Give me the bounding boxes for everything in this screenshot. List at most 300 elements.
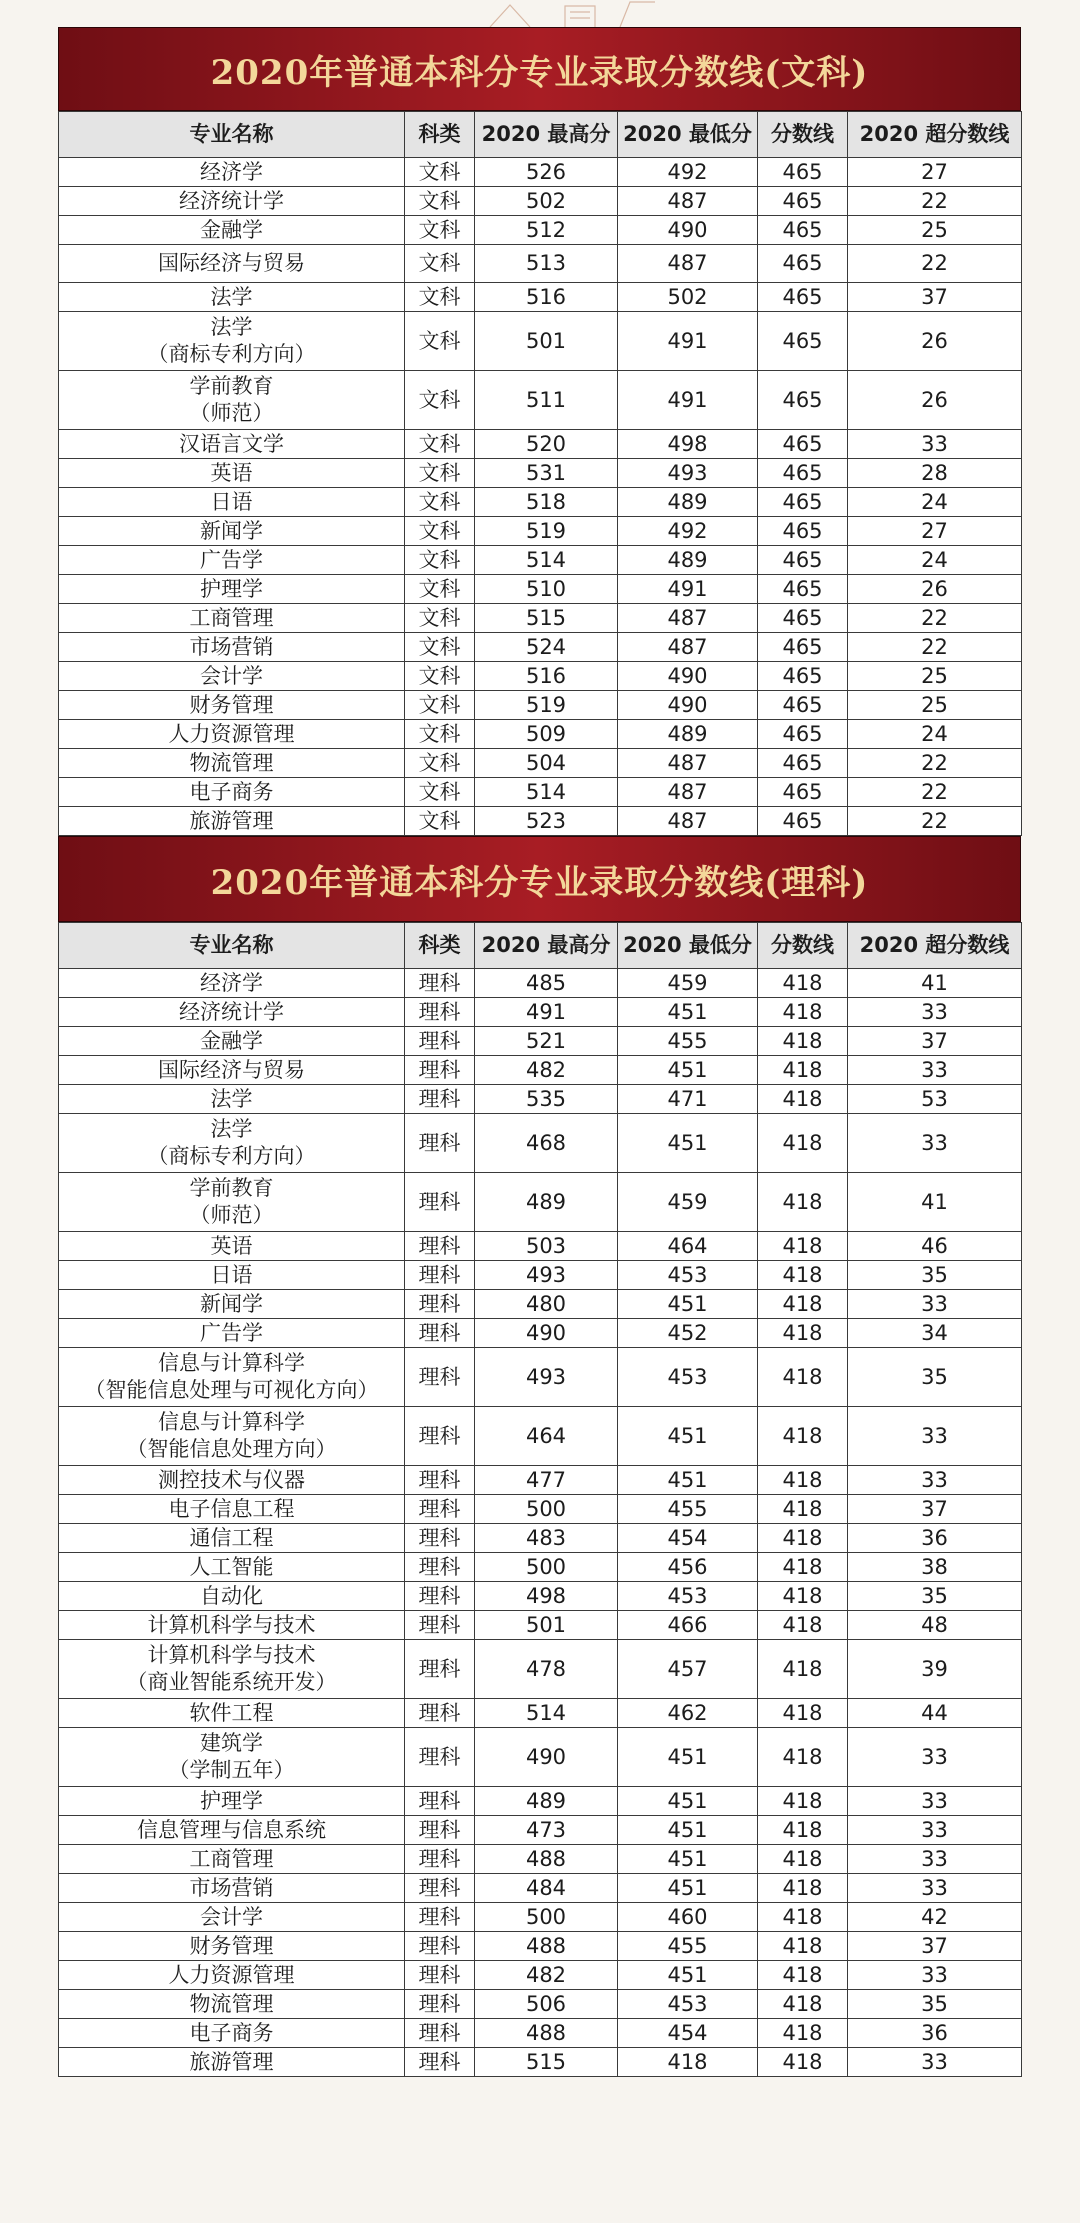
cell-max-score: 516 xyxy=(475,283,618,312)
major-name: 学前教育 xyxy=(189,374,274,398)
major-name: 人力资源管理 xyxy=(168,721,295,746)
cell-type: 文科 xyxy=(405,245,475,283)
table-row xyxy=(59,1027,1022,1056)
cell-score-line: 418 xyxy=(758,1932,848,1961)
cell-type: 理科 xyxy=(405,998,475,1027)
major-direction: （学制五年） xyxy=(168,1758,295,1782)
cell-major xyxy=(59,488,405,517)
cell-major xyxy=(59,1699,405,1728)
cell-type: 理科 xyxy=(405,1348,475,1407)
cell-min-score: 462 xyxy=(618,1699,758,1728)
table-row xyxy=(59,245,1022,283)
col-header-over: 2020 超分数线 xyxy=(848,112,1022,158)
cell-major xyxy=(59,1466,405,1495)
table-row xyxy=(59,1582,1022,1611)
cell-over-score: 33 xyxy=(848,998,1022,1027)
cell-over-score: 22 xyxy=(848,807,1022,836)
cell-major xyxy=(59,1553,405,1582)
major-name: 信息管理与信息系统 xyxy=(137,1817,326,1842)
cell-major xyxy=(59,1261,405,1290)
cell-over-score: 33 xyxy=(848,1407,1022,1466)
cell-min-score: 456 xyxy=(618,1553,758,1582)
cell-max-score: 510 xyxy=(475,575,618,604)
cell-over-score: 33 xyxy=(848,430,1022,459)
cell-type: 理科 xyxy=(405,1319,475,1348)
cell-min-score: 471 xyxy=(618,1085,758,1114)
cell-score-line: 418 xyxy=(758,1961,848,1990)
cell-score-line: 418 xyxy=(758,1699,848,1728)
cell-major xyxy=(59,517,405,546)
cell-min-score: 493 xyxy=(618,459,758,488)
cell-major xyxy=(59,216,405,245)
cell-score-line: 418 xyxy=(758,1787,848,1816)
cell-type: 文科 xyxy=(405,312,475,371)
table-row xyxy=(59,749,1022,778)
cell-major xyxy=(59,1787,405,1816)
table-row xyxy=(59,1056,1022,1085)
cell-type: 理科 xyxy=(405,1261,475,1290)
cell-min-score: 453 xyxy=(618,1582,758,1611)
major-name: 测控技术与仪器 xyxy=(158,1467,305,1492)
cell-max-score: 515 xyxy=(475,604,618,633)
cell-score-line: 465 xyxy=(758,245,848,283)
table-row xyxy=(59,1261,1022,1290)
cell-min-score: 492 xyxy=(618,158,758,187)
cell-max-score: 515 xyxy=(475,2048,618,2077)
cell-major xyxy=(59,1903,405,1932)
cell-score-line: 465 xyxy=(758,807,848,836)
major-direction: （商标专利方向） xyxy=(147,1144,316,1168)
cell-over-score: 25 xyxy=(848,216,1022,245)
cell-max-score: 506 xyxy=(475,1990,618,2019)
cell-max-score: 516 xyxy=(475,662,618,691)
cell-major xyxy=(59,1611,405,1640)
table-row xyxy=(59,1961,1022,1990)
cell-min-score: 459 xyxy=(618,1173,758,1232)
cell-max-score: 504 xyxy=(475,749,618,778)
cell-max-score: 480 xyxy=(475,1290,618,1319)
cell-score-line: 418 xyxy=(758,1903,848,1932)
major-name: 法学 xyxy=(210,284,253,309)
table-row xyxy=(59,1319,1022,1348)
cell-score-line: 418 xyxy=(758,1290,848,1319)
cell-max-score: 519 xyxy=(475,517,618,546)
col-header-max: 2020 最高分 xyxy=(475,112,618,158)
cell-type: 理科 xyxy=(405,1699,475,1728)
cell-min-score: 498 xyxy=(618,430,758,459)
table-row xyxy=(59,517,1022,546)
cell-score-line: 465 xyxy=(758,216,848,245)
cell-major xyxy=(59,1640,405,1699)
cell-min-score: 487 xyxy=(618,807,758,836)
cell-min-score: 460 xyxy=(618,1903,758,1932)
cell-score-line: 465 xyxy=(758,546,848,575)
major-name: 广告学 xyxy=(200,547,263,572)
cell-type: 理科 xyxy=(405,1495,475,1524)
cell-type: 理科 xyxy=(405,1787,475,1816)
cell-min-score: 453 xyxy=(618,1990,758,2019)
cell-max-score: 535 xyxy=(475,1085,618,1114)
cell-max-score: 501 xyxy=(475,312,618,371)
cell-max-score: 519 xyxy=(475,691,618,720)
cell-major xyxy=(59,575,405,604)
cell-score-line: 465 xyxy=(758,633,848,662)
cell-major xyxy=(59,969,405,998)
cell-min-score: 491 xyxy=(618,312,758,371)
table-row xyxy=(59,1699,1022,1728)
cell-over-score: 22 xyxy=(848,187,1022,216)
cell-type: 理科 xyxy=(405,1816,475,1845)
cell-major xyxy=(59,1173,405,1232)
cell-major xyxy=(59,1874,405,1903)
major-name: 经济统计学 xyxy=(179,999,284,1024)
cell-type: 理科 xyxy=(405,969,475,998)
cell-over-score: 37 xyxy=(848,1027,1022,1056)
major-name: 金融学 xyxy=(200,1028,263,1053)
cell-over-score: 34 xyxy=(848,1319,1022,1348)
table-row xyxy=(59,187,1022,216)
cell-max-score: 500 xyxy=(475,1903,618,1932)
table-row xyxy=(59,778,1022,807)
table-row xyxy=(59,1903,1022,1932)
cell-over-score: 39 xyxy=(848,1640,1022,1699)
cell-type: 理科 xyxy=(405,1085,475,1114)
table-body-wenke xyxy=(59,158,1022,836)
cell-score-line: 418 xyxy=(758,1232,848,1261)
major-name: 市场营销 xyxy=(189,634,274,659)
cell-major xyxy=(59,1728,405,1787)
col-header-major: 专业名称 xyxy=(59,112,405,158)
cell-min-score: 451 xyxy=(618,1114,758,1173)
cell-type: 理科 xyxy=(405,1640,475,1699)
cell-score-line: 418 xyxy=(758,1524,848,1553)
cell-over-score: 26 xyxy=(848,312,1022,371)
cell-min-score: 489 xyxy=(618,488,758,517)
cell-max-score: 500 xyxy=(475,1553,618,1582)
table-row xyxy=(59,1466,1022,1495)
cell-type: 文科 xyxy=(405,158,475,187)
major-direction: （师范） xyxy=(189,1203,274,1227)
cell-over-score: 33 xyxy=(848,1290,1022,1319)
table-row xyxy=(59,807,1022,836)
table-row xyxy=(59,575,1022,604)
cell-over-score: 37 xyxy=(848,1932,1022,1961)
cell-max-score: 493 xyxy=(475,1261,618,1290)
cell-min-score: 487 xyxy=(618,604,758,633)
cell-score-line: 418 xyxy=(758,1407,848,1466)
major-name: 国际经济与贸易 xyxy=(158,251,305,275)
cell-major xyxy=(59,604,405,633)
cell-max-score: 468 xyxy=(475,1114,618,1173)
cell-type: 理科 xyxy=(405,1903,475,1932)
cell-over-score: 35 xyxy=(848,1582,1022,1611)
cell-min-score: 489 xyxy=(618,720,758,749)
cell-min-score: 487 xyxy=(618,749,758,778)
cell-max-score: 518 xyxy=(475,488,618,517)
cell-min-score: 451 xyxy=(618,1961,758,1990)
table-row xyxy=(59,1816,1022,1845)
major-name: 学前教育 xyxy=(189,1176,274,1200)
cell-max-score: 485 xyxy=(475,969,618,998)
table-row xyxy=(59,371,1022,430)
decorative-pattern xyxy=(470,0,670,27)
cell-score-line: 465 xyxy=(758,158,848,187)
cell-score-line: 465 xyxy=(758,283,848,312)
cell-min-score: 451 xyxy=(618,1787,758,1816)
cell-max-score: 489 xyxy=(475,1173,618,1232)
cell-major xyxy=(59,1524,405,1553)
cell-min-score: 451 xyxy=(618,1845,758,1874)
table-row xyxy=(59,1524,1022,1553)
cell-type: 文科 xyxy=(405,371,475,430)
cell-major xyxy=(59,2019,405,2048)
cell-major xyxy=(59,998,405,1027)
cell-max-score: 484 xyxy=(475,1874,618,1903)
col-header-max: 2020 最高分 xyxy=(475,923,618,969)
cell-over-score: 27 xyxy=(848,158,1022,187)
col-header-line: 分数线 xyxy=(758,112,848,158)
cell-score-line: 418 xyxy=(758,1173,848,1232)
cell-score-line: 418 xyxy=(758,1816,848,1845)
table-row xyxy=(59,633,1022,662)
cell-over-score: 26 xyxy=(848,575,1022,604)
cell-max-score: 502 xyxy=(475,187,618,216)
table-row xyxy=(59,1173,1022,1232)
cell-score-line: 418 xyxy=(758,969,848,998)
table-row xyxy=(59,1290,1022,1319)
cell-major xyxy=(59,546,405,575)
cell-score-line: 418 xyxy=(758,1553,848,1582)
major-name: 经济学 xyxy=(200,159,263,184)
cell-major xyxy=(59,633,405,662)
cell-major xyxy=(59,1816,405,1845)
cell-max-score: 521 xyxy=(475,1027,618,1056)
table-row xyxy=(59,1845,1022,1874)
cell-min-score: 451 xyxy=(618,1874,758,1903)
major-name: 经济学 xyxy=(200,970,263,995)
major-name: 计算机科学与技术 xyxy=(147,1643,316,1667)
table-row xyxy=(59,1348,1022,1407)
cell-major xyxy=(59,1232,405,1261)
cell-over-score: 44 xyxy=(848,1699,1022,1728)
cell-score-line: 465 xyxy=(758,187,848,216)
major-name: 广告学 xyxy=(200,1320,263,1345)
cell-over-score: 33 xyxy=(848,1114,1022,1173)
cell-major xyxy=(59,1932,405,1961)
table-row xyxy=(59,691,1022,720)
cell-major xyxy=(59,807,405,836)
major-direction: （商标专利方向） xyxy=(147,342,316,366)
table-row xyxy=(59,1611,1022,1640)
cell-min-score: 455 xyxy=(618,1027,758,1056)
cell-over-score: 41 xyxy=(848,1173,1022,1232)
cell-over-score: 36 xyxy=(848,2019,1022,2048)
table-row xyxy=(59,1990,1022,2019)
cell-type: 文科 xyxy=(405,283,475,312)
cell-score-line: 418 xyxy=(758,1261,848,1290)
major-name: 财务管理 xyxy=(189,692,274,717)
cell-min-score: 455 xyxy=(618,1932,758,1961)
cell-type: 文科 xyxy=(405,517,475,546)
cell-type: 文科 xyxy=(405,459,475,488)
cell-over-score: 46 xyxy=(848,1232,1022,1261)
cell-type: 理科 xyxy=(405,1990,475,2019)
cell-max-score: 500 xyxy=(475,1495,618,1524)
cell-over-score: 53 xyxy=(848,1085,1022,1114)
major-name: 物流管理 xyxy=(189,1991,274,2016)
major-name: 新闻学 xyxy=(200,518,263,543)
cell-max-score: 512 xyxy=(475,216,618,245)
cell-max-score: 531 xyxy=(475,459,618,488)
cell-max-score: 524 xyxy=(475,633,618,662)
cell-score-line: 465 xyxy=(758,662,848,691)
cell-type: 理科 xyxy=(405,1932,475,1961)
cell-type: 文科 xyxy=(405,633,475,662)
cell-over-score: 35 xyxy=(848,1348,1022,1407)
cell-major xyxy=(59,720,405,749)
col-header-over: 2020 超分数线 xyxy=(848,923,1022,969)
table-row xyxy=(59,1874,1022,1903)
cell-max-score: 483 xyxy=(475,1524,618,1553)
major-name: 法学 xyxy=(210,1086,253,1111)
cell-min-score: 464 xyxy=(618,1232,758,1261)
cell-type: 理科 xyxy=(405,1728,475,1787)
cell-min-score: 487 xyxy=(618,633,758,662)
cell-major xyxy=(59,749,405,778)
cell-min-score: 491 xyxy=(618,371,758,430)
cell-score-line: 465 xyxy=(758,488,848,517)
cell-score-line: 465 xyxy=(758,430,848,459)
major-name: 软件工程 xyxy=(189,1700,274,1725)
cell-over-score: 24 xyxy=(848,720,1022,749)
table-header-row xyxy=(59,112,1022,158)
cell-min-score: 451 xyxy=(618,1407,758,1466)
col-header-line: 分数线 xyxy=(758,923,848,969)
cell-max-score: 511 xyxy=(475,371,618,430)
cell-type: 文科 xyxy=(405,691,475,720)
cell-over-score: 22 xyxy=(848,604,1022,633)
cell-max-score: 503 xyxy=(475,1232,618,1261)
cell-min-score: 451 xyxy=(618,1466,758,1495)
cell-type: 理科 xyxy=(405,1114,475,1173)
cell-min-score: 466 xyxy=(618,1611,758,1640)
cell-type: 文科 xyxy=(405,749,475,778)
table-row xyxy=(59,1553,1022,1582)
cell-major xyxy=(59,187,405,216)
major-name: 市场营销 xyxy=(189,1875,274,1900)
major-name: 会计学 xyxy=(200,663,263,688)
cell-type: 理科 xyxy=(405,1466,475,1495)
cell-min-score: 489 xyxy=(618,546,758,575)
cell-type: 理科 xyxy=(405,2048,475,2077)
major-name: 国际经济与贸易 xyxy=(158,1057,305,1082)
major-name: 建筑学 xyxy=(200,1731,263,1755)
table-row xyxy=(59,1407,1022,1466)
cell-over-score: 33 xyxy=(848,1874,1022,1903)
cell-over-score: 41 xyxy=(848,969,1022,998)
cell-over-score: 22 xyxy=(848,245,1022,283)
cell-major xyxy=(59,778,405,807)
major-direction: （师范） xyxy=(189,401,274,425)
cell-min-score: 502 xyxy=(618,283,758,312)
cell-score-line: 418 xyxy=(758,1348,848,1407)
cell-min-score: 491 xyxy=(618,575,758,604)
major-name: 人力资源管理 xyxy=(168,1962,295,1987)
major-name: 旅游管理 xyxy=(189,2049,274,2074)
cell-min-score: 451 xyxy=(618,998,758,1027)
major-name: 护理学 xyxy=(200,1788,263,1813)
cell-type: 文科 xyxy=(405,187,475,216)
cell-max-score: 488 xyxy=(475,1845,618,1874)
table-row xyxy=(59,459,1022,488)
cell-over-score: 22 xyxy=(848,749,1022,778)
cell-major xyxy=(59,1027,405,1056)
cell-max-score: 493 xyxy=(475,1348,618,1407)
cell-major xyxy=(59,312,405,371)
cell-score-line: 418 xyxy=(758,1582,848,1611)
cell-major xyxy=(59,662,405,691)
cell-score-line: 418 xyxy=(758,1027,848,1056)
table-row xyxy=(59,546,1022,575)
cell-min-score: 457 xyxy=(618,1640,758,1699)
cell-type: 理科 xyxy=(405,1290,475,1319)
table-row xyxy=(59,720,1022,749)
cell-min-score: 490 xyxy=(618,216,758,245)
cell-type: 理科 xyxy=(405,1961,475,1990)
cell-score-line: 418 xyxy=(758,998,848,1027)
major-name: 计算机科学与技术 xyxy=(147,1612,316,1637)
cell-score-line: 418 xyxy=(758,1845,848,1874)
major-name: 法学 xyxy=(210,315,253,339)
major-name: 日语 xyxy=(210,1262,253,1287)
cell-type: 理科 xyxy=(405,1874,475,1903)
major-name: 物流管理 xyxy=(189,750,274,775)
cell-type: 文科 xyxy=(405,720,475,749)
cell-major xyxy=(59,245,405,283)
cell-over-score: 33 xyxy=(848,1787,1022,1816)
cell-score-line: 465 xyxy=(758,575,848,604)
cell-max-score: 488 xyxy=(475,2019,618,2048)
cell-type: 理科 xyxy=(405,1173,475,1232)
table-row xyxy=(59,662,1022,691)
major-name: 英语 xyxy=(210,1233,253,1258)
cell-score-line: 465 xyxy=(758,749,848,778)
cell-min-score: 453 xyxy=(618,1348,758,1407)
table-body-like xyxy=(59,969,1022,2077)
cell-max-score: 464 xyxy=(475,1407,618,1466)
cell-over-score: 48 xyxy=(848,1611,1022,1640)
cell-max-score: 478 xyxy=(475,1640,618,1699)
cell-over-score: 35 xyxy=(848,1261,1022,1290)
score-table-like xyxy=(58,922,1022,2077)
major-name: 财务管理 xyxy=(189,1933,274,1958)
cell-max-score: 490 xyxy=(475,1319,618,1348)
cell-over-score: 25 xyxy=(848,662,1022,691)
cell-min-score: 451 xyxy=(618,1816,758,1845)
cell-max-score: 482 xyxy=(475,1961,618,1990)
cell-major xyxy=(59,283,405,312)
cell-score-line: 465 xyxy=(758,691,848,720)
cell-max-score: 473 xyxy=(475,1816,618,1845)
cell-max-score: 498 xyxy=(475,1582,618,1611)
cell-min-score: 487 xyxy=(618,245,758,283)
major-name: 金融学 xyxy=(200,217,263,242)
cell-over-score: 36 xyxy=(848,1524,1022,1553)
major-name: 日语 xyxy=(210,489,253,514)
cell-score-line: 418 xyxy=(758,1640,848,1699)
major-name: 电子商务 xyxy=(189,779,274,804)
cell-type: 理科 xyxy=(405,1407,475,1466)
